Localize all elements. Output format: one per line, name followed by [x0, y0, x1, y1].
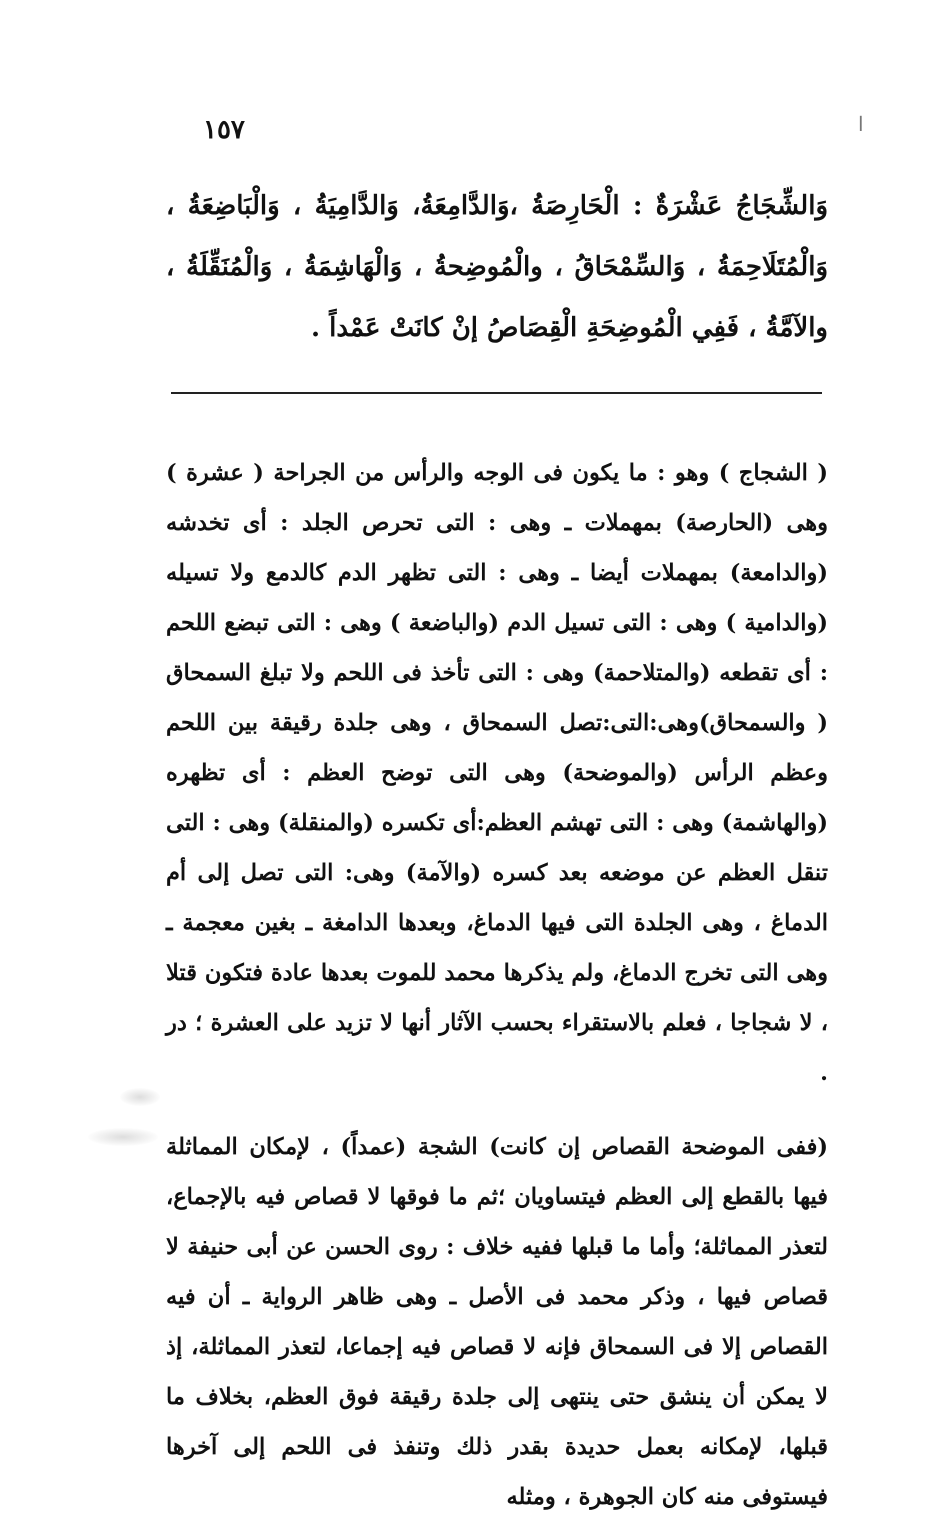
margin-mark: ا	[858, 112, 864, 136]
commentary	[166, 448, 828, 1522]
scan-artifact	[88, 1128, 158, 1146]
section-divider	[171, 392, 822, 394]
page-number: ١٥٧	[203, 115, 245, 145]
commentary-paragraph: ( الشجاج ) وهو : ما يكون فى الوجه والرأس من الجراحة ( عشرة ) وهى (الحارصة) بمهملات ـ وهى : التى تحرص الجلد : أى تخدشه (والدامعة) بمهملات أيضا ـ وهى : التى تظهر الدم كالدمع ولا تسيله (والدامية ) وهى : التى تسيل الدم (والباضعة ) وهى : التى تبضع اللحم : أى تقطعه (والمتلاحمة) وهى : التى تأخذ فى اللحم ولا تبلغ السمحاق ( والسمحاق)وهى:التى:تصل السمحاق ، وهى جلدة رقيقة بين اللحم وعظم الرأس (والموضحة) وهى التى توضح العظم : أى تظهره (والهاشمة) وهى : التى تهشم العظم:أى تكسره (والمنقلة) وهى : التى تنقل العظم عن موضعه بعد كسره (والآمة) وهى: التى تصل إلى أم الدماغ ، وهى الجلدة التى فيها الدماغ، وبعدها الدامغة ـ بغين معجمة ـ وهى التى تخرج الدماغ، ولم يذكرها محمد للموت بعدها عادة فتكون قتلا ، لا شجاجا ، فعلم بالاستقراء بحسب الآثار أنها لا تزيد على العشرة ؛ در .	[166, 460, 828, 1086]
scan-artifact	[120, 1088, 160, 1106]
main-text: وَالشِّجَاجُ عَشْرَةٌ : الْحَارِصَةُ ،وَالدَّامِعَةُ، وَالدَّامِيَةُ ، وَالْبَاضِعَةُ ، وَالْمُتَلَاحِمَةُ ، وَالسِّمْحَاقُ ، والْمُوضِحةُ ، وَالْهَاشِمَةُ ، وَالْمُنَقِّلَةُ ، والآمَّةُ ، فَفِي الْمُوضِحَةِ الْقِصَاصُ إنْ كانَتْ عَمْداً .	[166, 191, 828, 343]
commentary-paragraph: (ففى الموضحة القصاص إن كانت) الشجة (عمداً) ، لإمكان المماثلة فيها بالقطع إلى العظم فيتساويان ؛ثم ما فوقها لا قصاص فيه بالإجماع، لتعذر المماثلة؛ وأما ما قبلها ففيه خلاف : روى الحسن عن أبى حنيفة لا قصاص فيها ، وذكر محمد فى الأصل ـ وهى ظاهر الرواية ـ أن فيه القصاص إلا فى السمحاق فإنه لا قصاص فيه إجماعا، لتعذر المماثلة، إذ لا يمكن أن ينشق حتى ينتهى إلى جلدة رقيقة فوق العظم، بخلاف ما قبلها، لإمكانه بعمل حديدة بقدر ذلك وتنفذ فى اللحم إلى آخرها فيستوفى منه كان الجوهرة ، ومثله	[166, 1134, 828, 1510]
